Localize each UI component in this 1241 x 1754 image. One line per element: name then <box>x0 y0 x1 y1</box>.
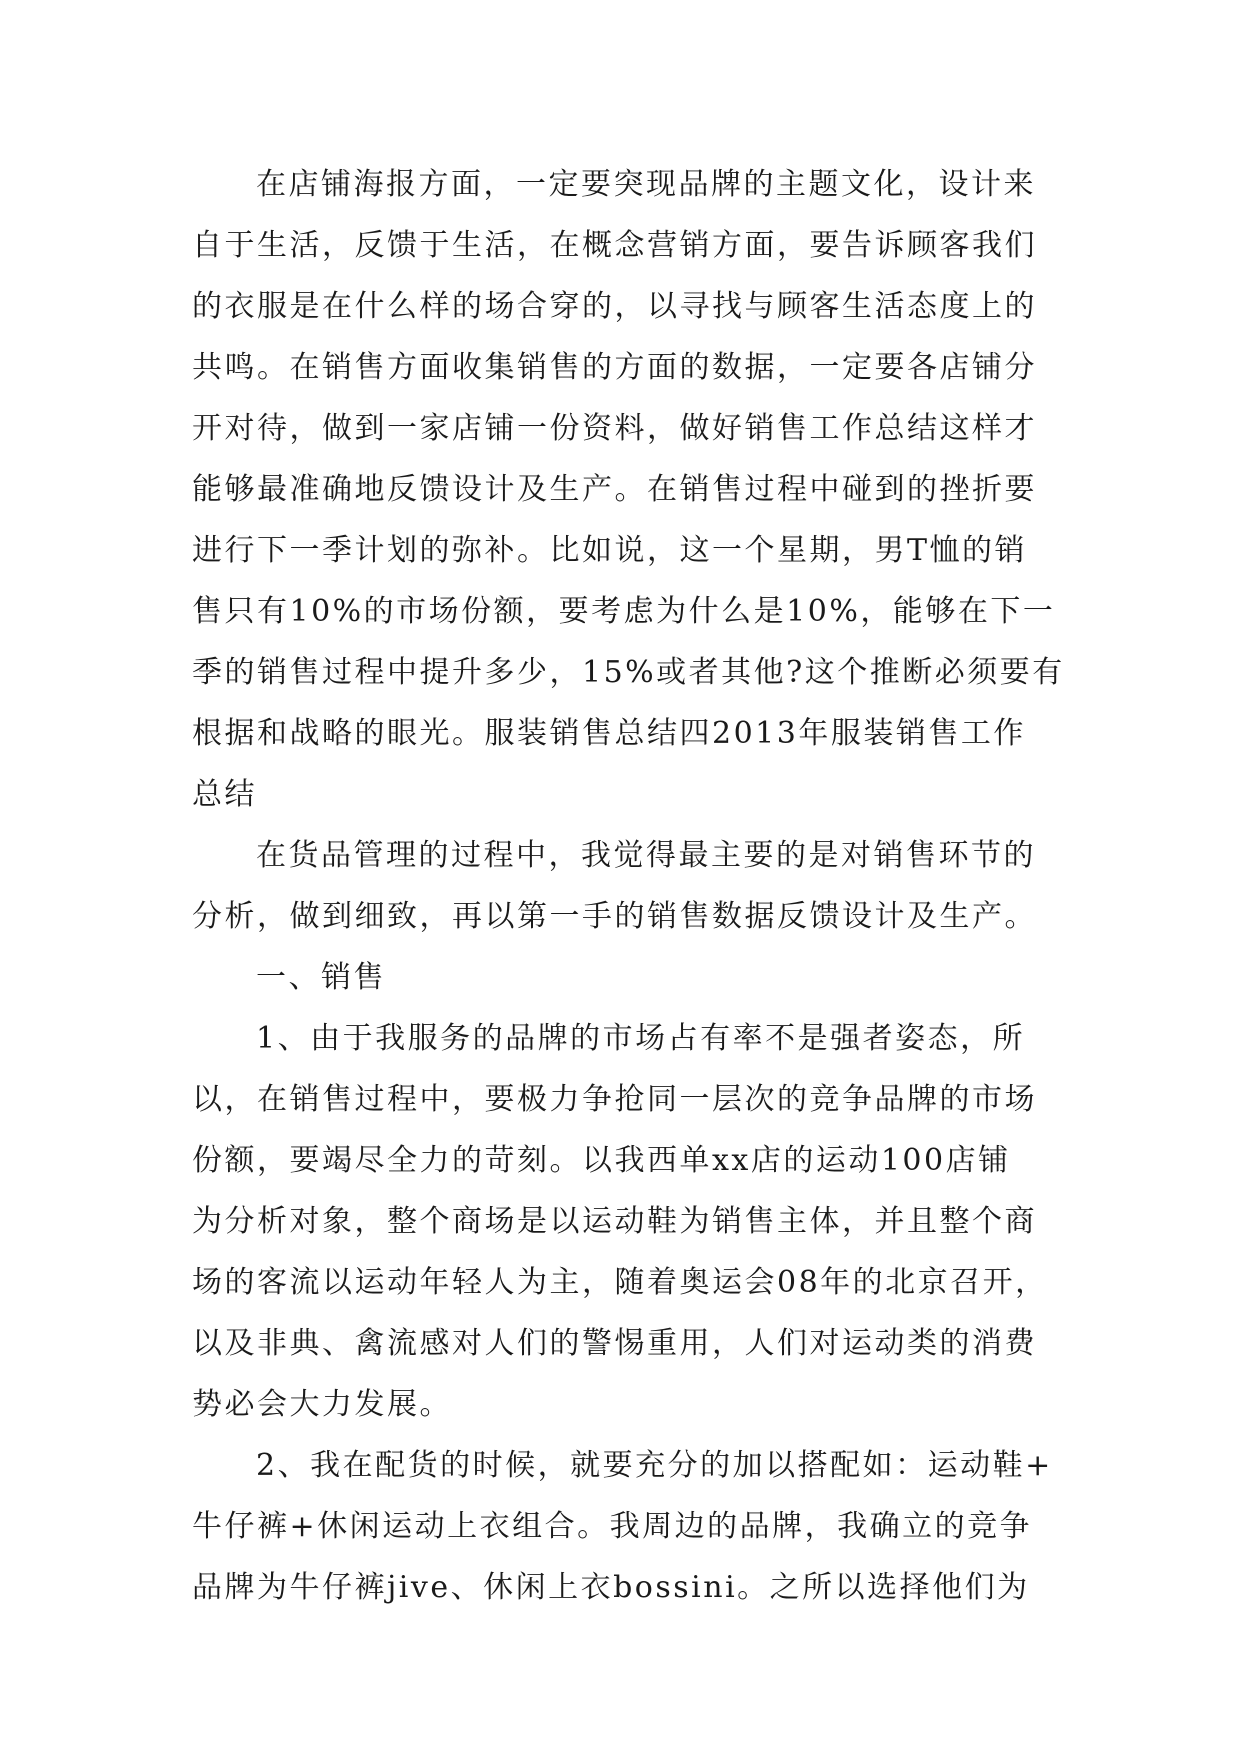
section-heading: 一、销售 <box>256 960 386 995</box>
text-line: 为分析对象，整个商场是以运动鞋为销售主体，并且整个商 <box>192 1204 1037 1239</box>
text-line: 以及非典、禽流感对人们的警惕重用，人们对运动类的消费 <box>192 1326 1037 1361</box>
text-line: 1、由于我服务的品牌的市场占有率不是强者姿态，所 <box>256 1021 1026 1056</box>
text-line: 分析，做到细致，再以第一手的销售数据反馈设计及生产。 <box>192 899 1037 934</box>
text-line: 能够最准确地反馈设计及生产。在销售过程中碰到的挫折要 <box>192 472 1037 507</box>
text-line: 根据和战略的眼光。服装销售总结四2013年服装销售工作 <box>192 716 1026 751</box>
text-line: 开对待，做到一家店铺一份资料，做好销售工作总结这样才 <box>192 411 1037 446</box>
text-line: 在店铺海报方面，一定要突现品牌的主题文化，设计来 <box>256 167 1036 202</box>
text-line: 季的销售过程中提升多少，15%或者其他?这个推断必须要有 <box>192 655 1065 690</box>
document-body <box>192 154 1065 1618</box>
text-line: 以，在销售过程中，要极力争抢同一层次的竞争品牌的市场 <box>192 1082 1037 1117</box>
text-line: 售只有10%的市场份额，要考虑为什么是10%，能够在下一 <box>192 594 1056 629</box>
text-line: 自于生活，反馈于生活，在概念营销方面，要告诉顾客我们 <box>192 228 1037 263</box>
text-line: 2、我在配货的时候，就要充分的加以搭配如：运动鞋+ <box>256 1448 1053 1483</box>
text-line: 品牌为牛仔裤jive、休闲上衣bossini。之所以选择他们为 <box>192 1570 1030 1605</box>
text-line: 总结 <box>192 777 257 812</box>
text-line: 在货品管理的过程中，我觉得最主要的是对销售环节的 <box>256 838 1036 873</box>
text-line: 共鸣。在销售方面收集销售的方面的数据，一定要各店铺分 <box>192 350 1037 385</box>
text-line: 势必会大力发展。 <box>192 1387 452 1422</box>
text-line: 牛仔裤+休闲运动上衣组合。我周边的品牌，我确立的竞争 <box>192 1509 1033 1544</box>
text-line: 的衣服是在什么样的场合穿的，以寻找与顾客生活态度上的 <box>192 289 1037 324</box>
text-line: 份额，要竭尽全力的苛刻。以我西单xx店的运动100店铺 <box>192 1143 1011 1178</box>
text-line: 进行下一季计划的弥补。比如说，这一个星期，男T恤的销 <box>192 533 1028 568</box>
text-line: 场的客流以运动年轻人为主，随着奥运会08年的北京召开， <box>192 1265 1048 1300</box>
